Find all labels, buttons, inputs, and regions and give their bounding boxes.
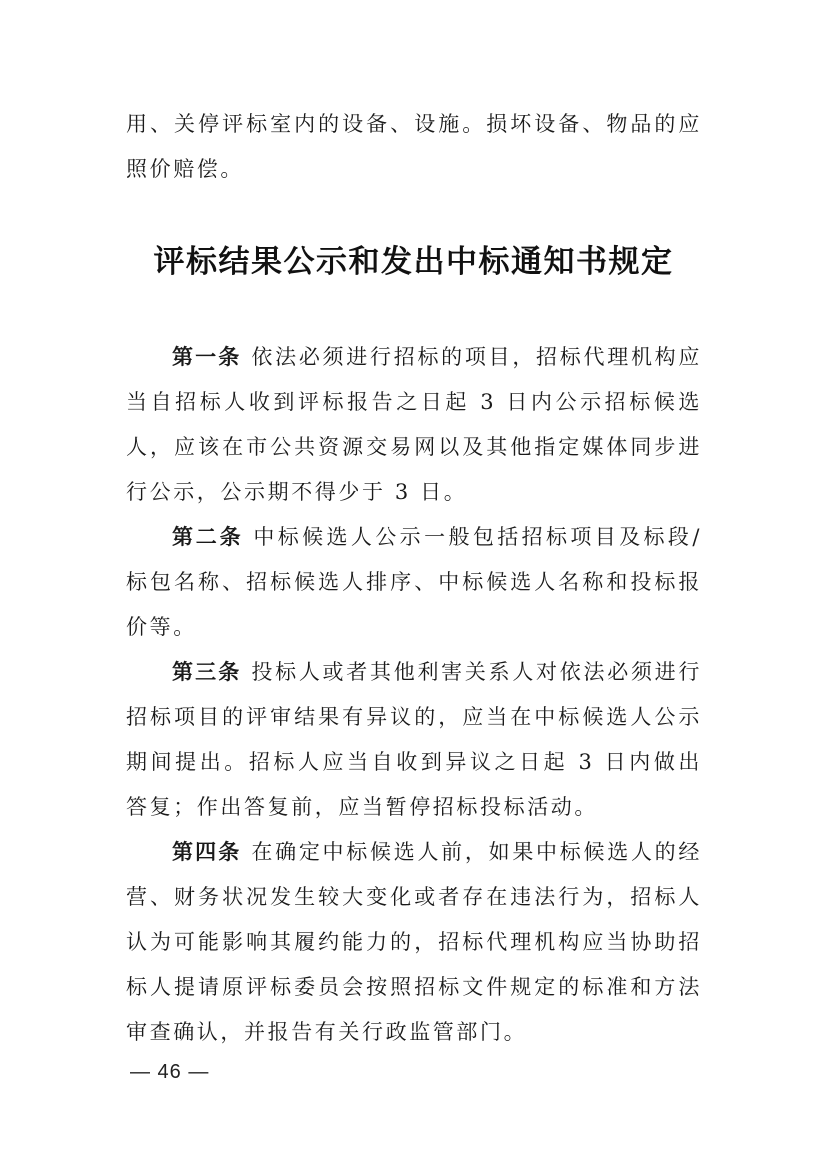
article-4: [126, 830, 702, 1055]
article-2-text: 中标候选人公示一般包括招标项目及标段/标包名称、招标候选人排序、中标候选人名称和投标报价等。: [126, 525, 702, 639]
articles-block: [126, 335, 702, 1055]
page-number: — 46 —: [130, 1061, 210, 1083]
article-3-text: 投标人或者其他利害关系人对依法必须进行招标项目的评审结果有异议的，应当在中标候选人公示期间提出。招标人应当自收到异议之日起 3 日内做出答复；作出答复前，应当暂停招标投标活动。: [126, 660, 702, 819]
article-4-number: 第四条: [172, 840, 242, 864]
article-1-text: 依法必须进行招标的项目，招标代理机构应当自招标人收到评标报告之日起 3 日内公示招标候选人，应该在市公共资源交易网以及其他指定媒体同步进行公示，公示期不得少于 3 日。: [126, 345, 702, 504]
section-title: 评标结果公示和发出中标通知书规定: [153, 244, 674, 280]
article-2: [126, 515, 702, 650]
article-3: [126, 650, 702, 830]
article-3-number: 第三条: [172, 660, 242, 684]
intro-paragraph: 用、关停评标室内的设备、设施。损坏设备、物品的应照价赔偿。: [126, 112, 702, 181]
intro-paragraph-block: [126, 102, 702, 192]
article-1-number: 第一条: [172, 345, 242, 369]
article-1: [126, 335, 702, 515]
article-2-number: 第二条: [172, 525, 244, 549]
article-4-text: 在确定中标候选人前，如果中标候选人的经营、财务状况发生较大变化或者存在违法行为，招标人认为可能影响其履约能力的，招标代理机构应当协助招标人提请原评标委员会按照招标文件规定的标准和方法审查确认，并报告有关行政监管部门。: [126, 840, 702, 1044]
